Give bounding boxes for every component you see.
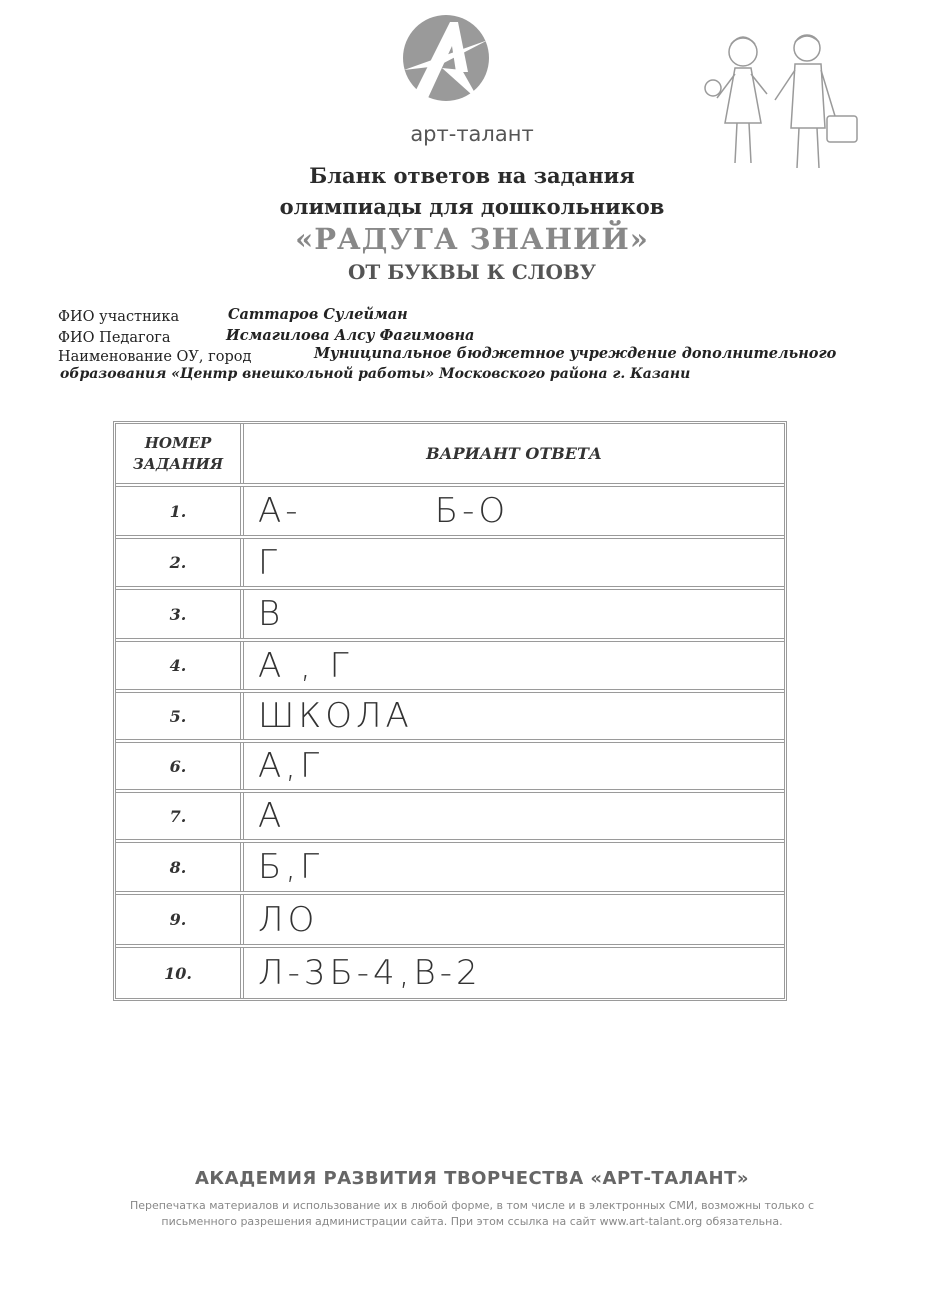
participant-label: ФИО участника: [58, 309, 180, 325]
form-subtitle: олимпиады для дошкольников: [279, 194, 665, 219]
footer-text-line1: Перепечатка материалов и использование их в любой форме, в том числе и в электронных СМИ, возможны только с: [129, 1199, 815, 1212]
teacher-label: ФИО Педагога: [58, 330, 171, 346]
org-value-line2: образования «Центр внешкольной работы» Московского района г. Казани: [60, 366, 691, 382]
table-row: [116, 948, 784, 998]
column-header-answer: ВАРИАНТ ОТВЕТА: [426, 444, 602, 463]
org-value-line1: Муниципальное бюджетное учреждение дополнительного: [314, 345, 837, 362]
table-row: [116, 793, 784, 843]
answer-cell[interactable]: А , Г: [258, 645, 353, 686]
task-number: 4.: [116, 642, 244, 689]
brand-name: арт-талант: [410, 122, 534, 146]
participant-value: Саттаров Сулейман: [228, 306, 408, 323]
footer-text-line2: письменного разрешения администрации сайта. При этом ссылка на сайт www.art-talant.org обязательна.: [161, 1215, 783, 1228]
column-header-number-line1: НОМЕР: [144, 433, 212, 452]
answers-table: [113, 421, 787, 1001]
answer-cell[interactable]: А- Б-О: [258, 491, 510, 531]
table-row: [116, 843, 784, 895]
answer-cell[interactable]: А,Г: [258, 746, 324, 786]
footer-title: АКАДЕМИЯ РАЗВИТИЯ ТВОРЧЕСТВА «АРТ-ТАЛАНТ»: [195, 1168, 749, 1189]
table-row: [116, 487, 784, 539]
answer-cell[interactable]: В: [258, 594, 285, 634]
table-row: [116, 743, 784, 793]
task-number: 3.: [116, 590, 244, 638]
answer-cell[interactable]: Б,Г: [258, 847, 324, 887]
task-number: 1.: [116, 487, 244, 535]
task-number: 8.: [116, 843, 244, 891]
art-talant-logo: [398, 10, 494, 120]
table-header: [116, 424, 784, 487]
olympiad-name: «РАДУГА ЗНАНИЙ»: [295, 222, 649, 256]
answer-cell[interactable]: Л-3Б-4,В-2: [258, 953, 482, 993]
answer-cell[interactable]: ЛО: [258, 899, 319, 940]
kids-illustration: [695, 28, 870, 178]
teacher-value: Исмагилова Алсу Фагимовна: [226, 327, 475, 344]
task-number: 10.: [116, 948, 244, 998]
form-title: Бланк ответов на задания: [309, 163, 635, 188]
answer-cell[interactable]: А: [258, 796, 286, 836]
task-number: 5.: [116, 693, 244, 739]
answer-cell[interactable]: Г: [258, 542, 281, 583]
task-number: 6.: [116, 743, 244, 789]
table-row: [116, 590, 784, 642]
task-number: 2.: [116, 539, 244, 586]
table-row: [116, 895, 784, 948]
task-number: 7.: [116, 793, 244, 839]
footer-copyright: [80, 1198, 864, 1230]
table-row: [116, 539, 784, 590]
task-number: 9.: [116, 895, 244, 944]
column-header-number-line2: ЗАДАНИЯ: [132, 454, 224, 473]
table-row: [116, 693, 784, 743]
column-header-number: [116, 424, 244, 483]
olympiad-topic: ОТ БУКВЫ К СЛОВУ: [348, 260, 596, 284]
answer-cell[interactable]: ШКОЛА: [258, 696, 413, 736]
table-row: [116, 642, 784, 693]
org-label: Наименование ОУ, город: [58, 349, 252, 365]
